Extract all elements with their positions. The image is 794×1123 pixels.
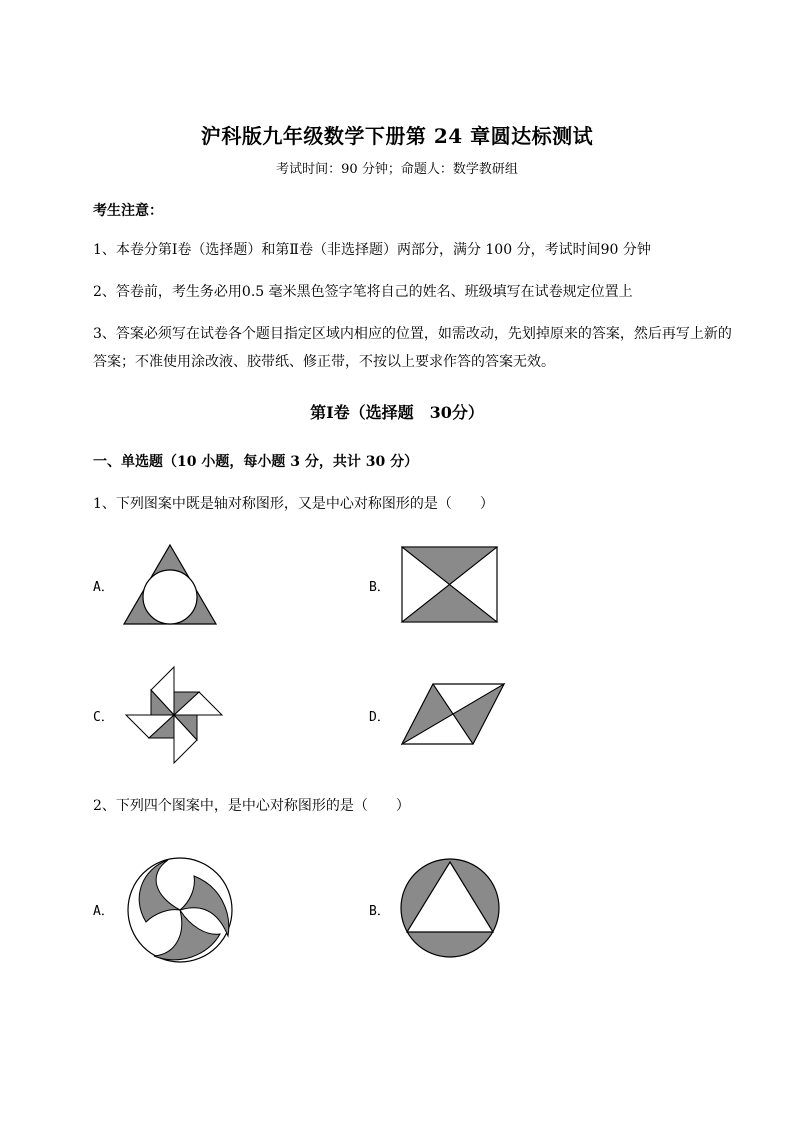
notice-item: 3、答案必须写在试卷各个题目指定区域内相应的位置，如需改动，先划掉原来的答案，然后再写上新的答案；不准使用涂改液、胶带纸、修正带，不按以上要求作答的答案无效。: [93, 326, 732, 370]
question-2-text: 2、下列四个图案中，是中心对称图形的是（ ）: [93, 798, 410, 814]
exam-info: 考试时间：90 分钟；命题人：数学教研组: [276, 162, 518, 177]
q2-option-b-figure: [399, 854, 501, 962]
notice-item: 1、本卷分第Ⅰ卷（选择题）和第Ⅱ卷（非选择题）两部分，满分 100 分，考试时间90 分钟: [93, 242, 651, 258]
q2-option-a-label[interactable]: A．: [93, 904, 114, 919]
section-title: 第Ⅰ卷（选择题 30分）: [310, 403, 484, 422]
page-title: 沪科版九年级数学下册第 24 章圆达标测试: [200, 124, 594, 148]
q2-option-b-label[interactable]: B．: [369, 904, 390, 919]
notice-item: 2、答卷前，考生务必用0.5 毫米黑色签字笔将自己的姓名、班级填写在试卷规定位置上: [93, 284, 633, 300]
part-title: 一、单选题（10 小题，每小题 3 分，共计 30 分）: [93, 454, 419, 470]
question-1-text: 1、下列图案中既是轴对称图形，又是中心对称图形的是（ ）: [93, 496, 494, 512]
q1-option-d-label[interactable]: D．: [369, 710, 390, 725]
q1-option-d-figure: [400, 682, 506, 746]
q1-option-a-figure: [122, 543, 218, 627]
q1-option-c-label[interactable]: C．: [93, 710, 114, 725]
q1-option-b-label[interactable]: B．: [369, 580, 390, 595]
notice-heading: 考生注意：: [93, 203, 163, 219]
q1-option-b-figure: [401, 546, 499, 624]
q1-option-a-label[interactable]: A．: [93, 580, 114, 595]
q1-option-c-figure: [124, 665, 224, 765]
q2-option-a-figure: [124, 856, 236, 964]
